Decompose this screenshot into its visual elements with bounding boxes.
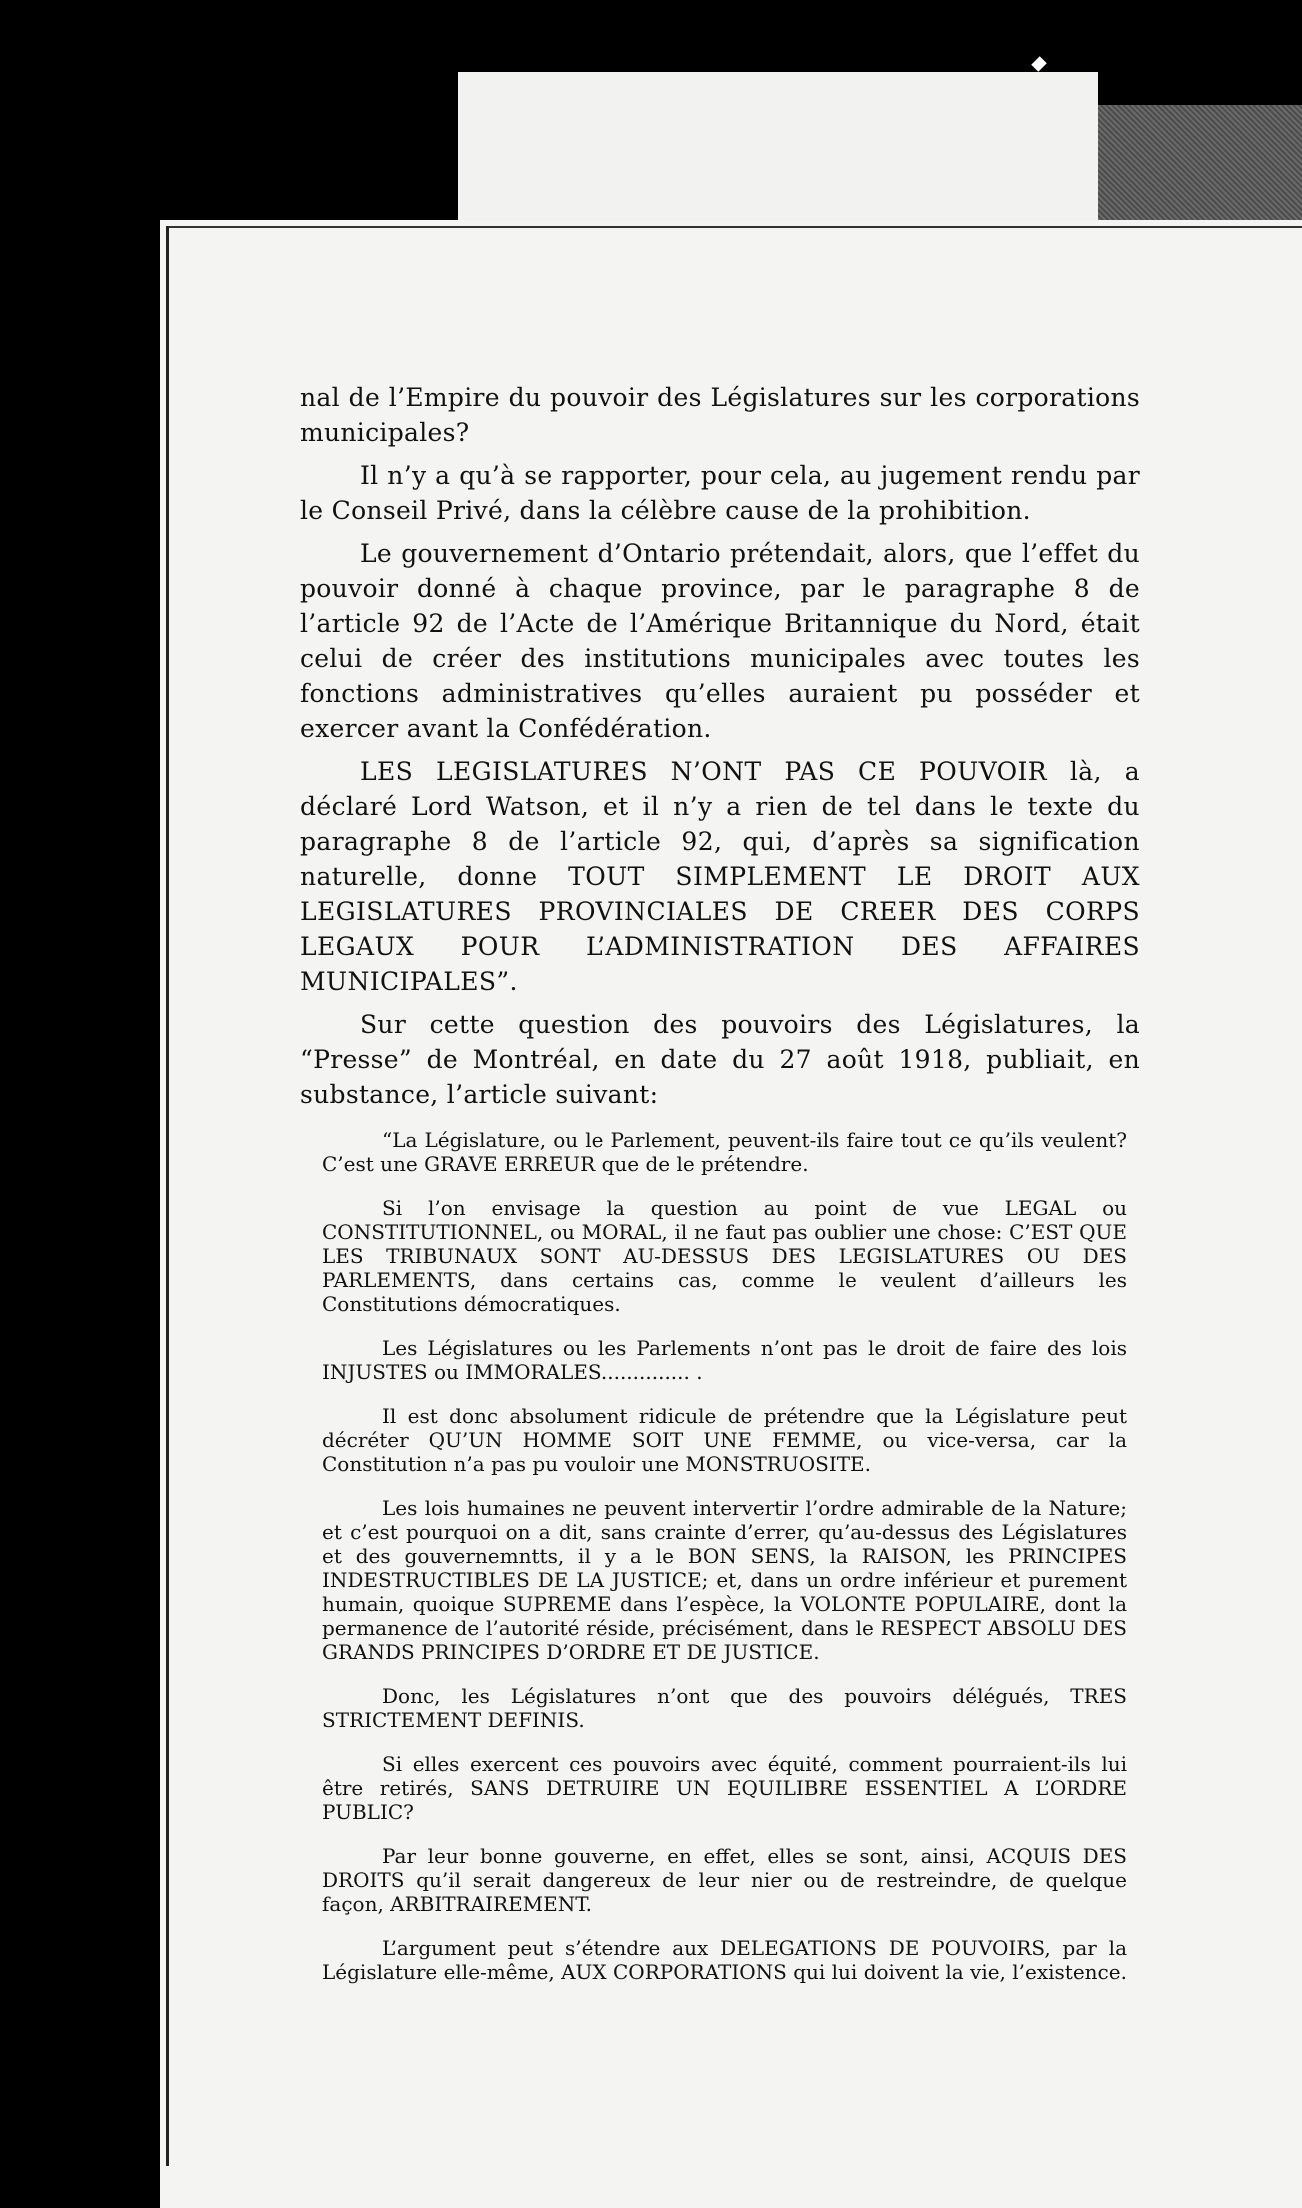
quoted-article — [300, 1128, 1140, 1984]
quote-paragraph-7: Si elles exercent ces pouvoirs avec équité, comment pourraient-ils lui être retirés, SANS DETRUIRE UN EQUILIBRE ESSENTIEL A L’ORDRE PUBLIC? — [322, 1752, 1127, 1824]
corner-mark — [1031, 56, 1047, 72]
quote-paragraph-2: Si l’on envisage la question au point de vue LEGAL ou CONSTITUTIONNEL, ou MORAL, il ne faut pas oublier une chose: C’EST QUE LES TRIBUNAUX SONT AU-DESSUS DES LEGISLATURES OU DES PARLEMENTS, dans certains cas, comme le veulent d’ailleurs les Constitutions démocratiques. — [322, 1196, 1127, 1316]
document-body — [300, 380, 1140, 1987]
quote-paragraph-8: Par leur bonne gouverne, en effet, elles se sont, ainsi, ACQUIS DES DROITS qu’il serait dangereux de leur nier ou de restreindre, de quelque façon, ARBITRAIREMENT. — [322, 1844, 1127, 1916]
quote-paragraph-1: “La Législature, ou le Parlement, peuvent-ils faire tout ce qu’ils veulent? C’est une GRAVE ERREUR que de le prétendre. — [322, 1128, 1127, 1176]
paper-tab — [458, 72, 1098, 242]
paragraph-1: nal de l’Empire du pouvoir des Législatures sur les corporations municipales? — [300, 383, 1140, 447]
quote-paragraph-4: Il est donc absolument ridicule de prétendre que la Législature peut décréter QU’UN HOMME SOIT UNE FEMME, ou vice-versa, car la Constitution n’a pas pu vouloir une MONSTRUOSITE. — [322, 1404, 1127, 1476]
quote-paragraph-5: Les lois humaines ne peuvent intervertir l’ordre admirable de la Nature; et c’est pourquoi on a dit, sans crainte d’errer, qu’au-dessus des Législatures et des gouvernemntts, il y a le BON SENS, la RAISON, les PRINCIPES INDESTRUCTIBLES DE LA JUSTICE; et, dans un ordre inférieur et purement humain, quoique SUPREME dans l’espèce, la VOLONTE POPULAIRE, dont la permanence de l’autorité réside, précisément, dans le RESPECT ABSOLU DES GRANDS PRINCIPES D’ORDRE ET DE JUSTICE. — [322, 1496, 1127, 1664]
page-top-border — [166, 226, 1302, 228]
paragraph-3: Le gouvernement d’Ontario prétendait, alors, que l’effet du pouvoir donné à chaque province, par le paragraphe 8 de l’article 92 de l’Acte de l’Amérique Britannique du Nord, était celui de créer des institutions municipales avec toutes les fonctions administratives qu’elles auraient pu posséder et exercer avant la Confédération. — [300, 539, 1140, 743]
quote-paragraph-9: L’argument peut s’étendre aux DELEGATIONS DE POUVOIRS, par la Législature elle-même, AUX CORPORATIONS qui lui doivent la vie, l’existence. — [322, 1936, 1127, 1984]
paragraph-5: Sur cette question des pouvoirs des Législatures, la “Presse” de Montréal, en date du 27 août 1918, publiait, en substance, l’article suivant: — [300, 1010, 1140, 1109]
page-left-border — [166, 226, 169, 2166]
quote-paragraph-3: Les Législatures ou les Parlements n’ont pas le droit de faire des lois INJUSTES ou IMMORALES.............. . — [322, 1336, 1127, 1384]
quote-paragraph-6: Donc, les Législatures n’ont que des pouvoirs délégués, TRES STRICTEMENT DEFINIS. — [322, 1684, 1127, 1732]
paragraph-2: Il n’y a qu’à se rapporter, pour cela, au jugement rendu par le Conseil Privé, dans la célèbre cause de la prohibition. — [300, 461, 1140, 525]
paragraph-4: LES LEGISLATURES N’ONT PAS CE POUVOIR là, a déclaré Lord Watson, et il n’y a rien de tel dans le texte du paragraphe 8 de l’article 92, qui, d’après sa signification naturelle, donne TOUT SIMPLEMENT LE DROIT AUX LEGISLATURES PROVINCIALES DE CREER DES CORPS LEGAUX POUR L’ADMINISTRATION DES AFFAIRES MUNICIPALES”. — [300, 757, 1140, 996]
